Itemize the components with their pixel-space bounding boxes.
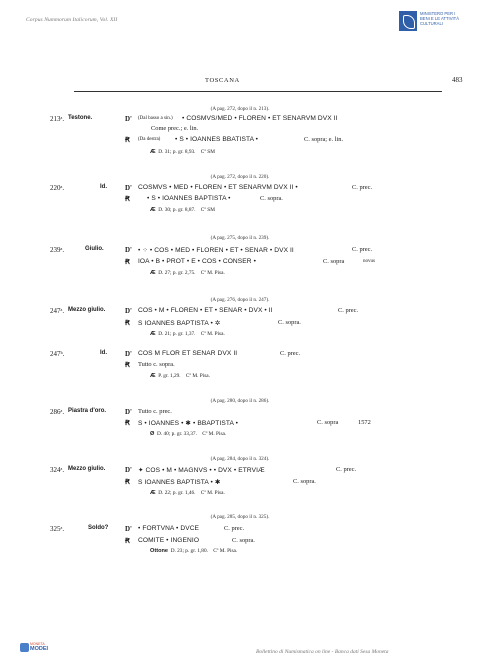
obverse-description: C. prec. bbox=[352, 246, 373, 253]
entry-ref: (A pag. 272, dopo il n. 213). bbox=[210, 106, 270, 112]
reverse-description: C. sopra bbox=[323, 258, 345, 265]
entry-number: 247ᵇ. bbox=[50, 350, 65, 358]
obverse-legend: COS • M • FLOREN • ET • SENAR • DVX • II bbox=[138, 307, 273, 314]
obverse-description: C. prec. bbox=[352, 184, 373, 191]
entry-ref: (A pag. 272, dopo il n. 220). bbox=[210, 174, 270, 180]
obverse-legend: COSMVS • MED • FLOREN • ET SENARVM DVX II • bbox=[138, 184, 298, 191]
obverse-continuation: Tutto c. prec. bbox=[138, 408, 172, 415]
reverse-mark: Ꞧ bbox=[125, 195, 130, 203]
weight-info: D. 40; p. gr. 33,37. bbox=[157, 431, 197, 437]
obverse-description: C. prec. bbox=[280, 350, 301, 357]
obverse-mark: D' bbox=[125, 525, 132, 533]
collection: Cº M. Pisa. bbox=[200, 270, 225, 276]
reverse-mark: Ꞧ bbox=[125, 361, 130, 369]
obverse-legend: • FORTVNA • DVCE bbox=[138, 525, 200, 532]
entry-number: 324ᵃ. bbox=[50, 466, 65, 474]
metal: Æ bbox=[150, 331, 156, 337]
reverse-legend: S • IOANNES • ✱ • BBAPTISTA • bbox=[138, 420, 238, 427]
reverse-legend: • S • IOANNES BAPTISTA • bbox=[147, 195, 231, 202]
entry-denomination: Piastra d'oro. bbox=[68, 408, 107, 414]
moneta-logo-big: MODEI bbox=[30, 646, 49, 652]
obverse-mark: D' bbox=[125, 307, 132, 315]
corpus-title: Corpus Nummorum Italicorum, Vol. XII bbox=[26, 17, 118, 23]
moneta-logo-small: MONETA bbox=[30, 642, 45, 646]
metal: Ø bbox=[150, 431, 155, 437]
ministry-logo bbox=[399, 11, 461, 33]
reverse-continuation: Tutto c. sopra. bbox=[138, 361, 175, 368]
reverse-legend: IOA • B • PROT • E • COS • CONSER • bbox=[138, 258, 256, 265]
entry-number: 286ᵃ. bbox=[50, 408, 65, 416]
reverse-legend: COMITE • INGENIO bbox=[138, 537, 200, 544]
reverse-description: C. sopra bbox=[317, 419, 339, 426]
entry-number: 220ᵃ. bbox=[50, 184, 65, 192]
weight-info: D. 21; p. gr. 1,37. bbox=[158, 331, 196, 337]
weight-info: D. 23; p. gr. 1,80. bbox=[170, 548, 208, 554]
entry-denomination: Mezzo giulio. bbox=[68, 466, 106, 472]
entry-number: 213ᵃ. bbox=[50, 115, 65, 123]
entry-denomination: Giulio. bbox=[85, 246, 104, 252]
reverse-mark: Ꞧ bbox=[125, 419, 130, 427]
collection: Cº M. Pisa. bbox=[185, 373, 210, 379]
obverse-legend: ✦ COS • M • MAGNVS • • DVX • ETRVIÆ bbox=[138, 467, 265, 474]
reverse-extra: novus bbox=[363, 259, 375, 264]
entry-ref: (A pag. 280, dopo il n. 286). bbox=[210, 398, 270, 404]
footer-text: Bollettino di Numismatica on line - Banca dati Sesa Moneta bbox=[256, 649, 389, 655]
obverse-legend: COS M FLOR ET SENAR DVX II bbox=[138, 350, 238, 357]
metal: Æ bbox=[150, 149, 156, 155]
reverse-mark: Ꞧ bbox=[125, 258, 130, 266]
weight-info: D. 30; p. gr. 8,87. bbox=[158, 207, 196, 213]
obverse-legend: • COSMVS/MED • FLOREN • ET SENARVM DVX II bbox=[182, 115, 338, 122]
reverse-description: C. sopra; e. lin. bbox=[304, 136, 344, 143]
obverse-mark: D' bbox=[125, 115, 132, 123]
reverse-legend: S IOANNES BAPTISTA • ✱ bbox=[138, 479, 221, 486]
reverse-description: C. sopra. bbox=[260, 195, 283, 202]
collection: Cº M. Pisa. bbox=[200, 490, 225, 496]
entry-number: 247ᵃ. bbox=[50, 307, 65, 315]
collection: Cº SM bbox=[200, 149, 215, 155]
reverse-description: C. sopra. bbox=[278, 319, 301, 326]
entry-denomination: Mezzo giulio. bbox=[68, 307, 106, 313]
obverse-mark: D' bbox=[125, 408, 132, 416]
weight-info: D. 31; p. gr. 8,93. bbox=[158, 149, 196, 155]
obverse-legend: • ⁘ • COS • MED • FLOREN • ET • SENAR • DVX II bbox=[138, 247, 294, 254]
obverse-description: C. prec. bbox=[336, 466, 357, 473]
metal: Æ bbox=[150, 207, 156, 213]
obverse-mark: D' bbox=[125, 246, 132, 254]
reverse-legend: • S • IOANNES BBATISTA • bbox=[175, 136, 259, 143]
entry-denomination: Soldo? bbox=[88, 525, 109, 531]
reverse-description: C. sopra. bbox=[232, 537, 255, 544]
reverse-mark: Ꞧ bbox=[125, 136, 130, 144]
reverse-legend: S IOANNES BAPTISTA • ✲ bbox=[138, 320, 221, 327]
reverse-mark: Ꞧ bbox=[125, 319, 130, 327]
entry-denomination: Testone. bbox=[68, 115, 93, 121]
entry-number: 325ᵃ. bbox=[50, 525, 65, 533]
metal: Æ bbox=[150, 490, 156, 496]
obverse-mark: D' bbox=[125, 466, 132, 474]
entry-ref: (A pag. 285, dopo il n. 325). bbox=[210, 514, 270, 520]
weight-info: P. gr. 1,29. bbox=[158, 373, 181, 379]
moneta-emblem-icon bbox=[20, 643, 29, 652]
obverse-note: (Dal basso a sin.) bbox=[138, 116, 173, 121]
entry-denomination: Id. bbox=[100, 350, 107, 356]
obverse-continuation: Come prec.; e. lin. bbox=[151, 125, 199, 132]
ministry-emblem-icon bbox=[399, 11, 417, 31]
metal: Æ bbox=[150, 373, 156, 379]
entry-ref: (A pag. 276, dopo il n. 247). bbox=[210, 297, 270, 303]
obverse-description: C. prec. bbox=[338, 307, 359, 314]
weight-info: D. 22; p. gr. 1,46. bbox=[158, 490, 196, 496]
reverse-description: C. sopra. bbox=[293, 478, 316, 485]
collection: Cº M. Pisa. bbox=[202, 431, 227, 437]
header-rule bbox=[74, 91, 442, 92]
reverse-note: (Da destra) bbox=[138, 137, 161, 142]
metal: Æ bbox=[150, 270, 156, 276]
page-number: 483 bbox=[452, 76, 463, 84]
entry-number: 239ᵃ. bbox=[50, 246, 65, 254]
reverse-extra: 1572 bbox=[358, 419, 371, 426]
obverse-mark: D' bbox=[125, 184, 132, 192]
reverse-mark: Ꞧ bbox=[125, 537, 130, 545]
collection: Cº SM bbox=[200, 207, 215, 213]
reverse-mark: Ꞧ bbox=[125, 478, 130, 486]
weight-info: D. 27; p. gr. 2,75. bbox=[158, 270, 196, 276]
metal: Ottone bbox=[150, 548, 169, 554]
collection: Cº M. Pisa. bbox=[213, 548, 238, 554]
collection: Cº M. Pisa. bbox=[200, 331, 225, 337]
moneta-logo bbox=[20, 641, 49, 655]
obverse-mark: D' bbox=[125, 350, 132, 358]
entry-ref: (A pag. 275, dopo il n. 239). bbox=[210, 235, 270, 241]
running-title: TOSCANA bbox=[205, 77, 240, 84]
entry-ref: (A pag. 284, dopo il n. 324). bbox=[210, 456, 270, 462]
ministry-name: MINISTERO PER I BENI E LE ATTIVITÀ CULTURALI bbox=[420, 11, 460, 26]
entry-denomination: Id. bbox=[100, 184, 107, 190]
obverse-description: C. prec. bbox=[224, 525, 245, 532]
